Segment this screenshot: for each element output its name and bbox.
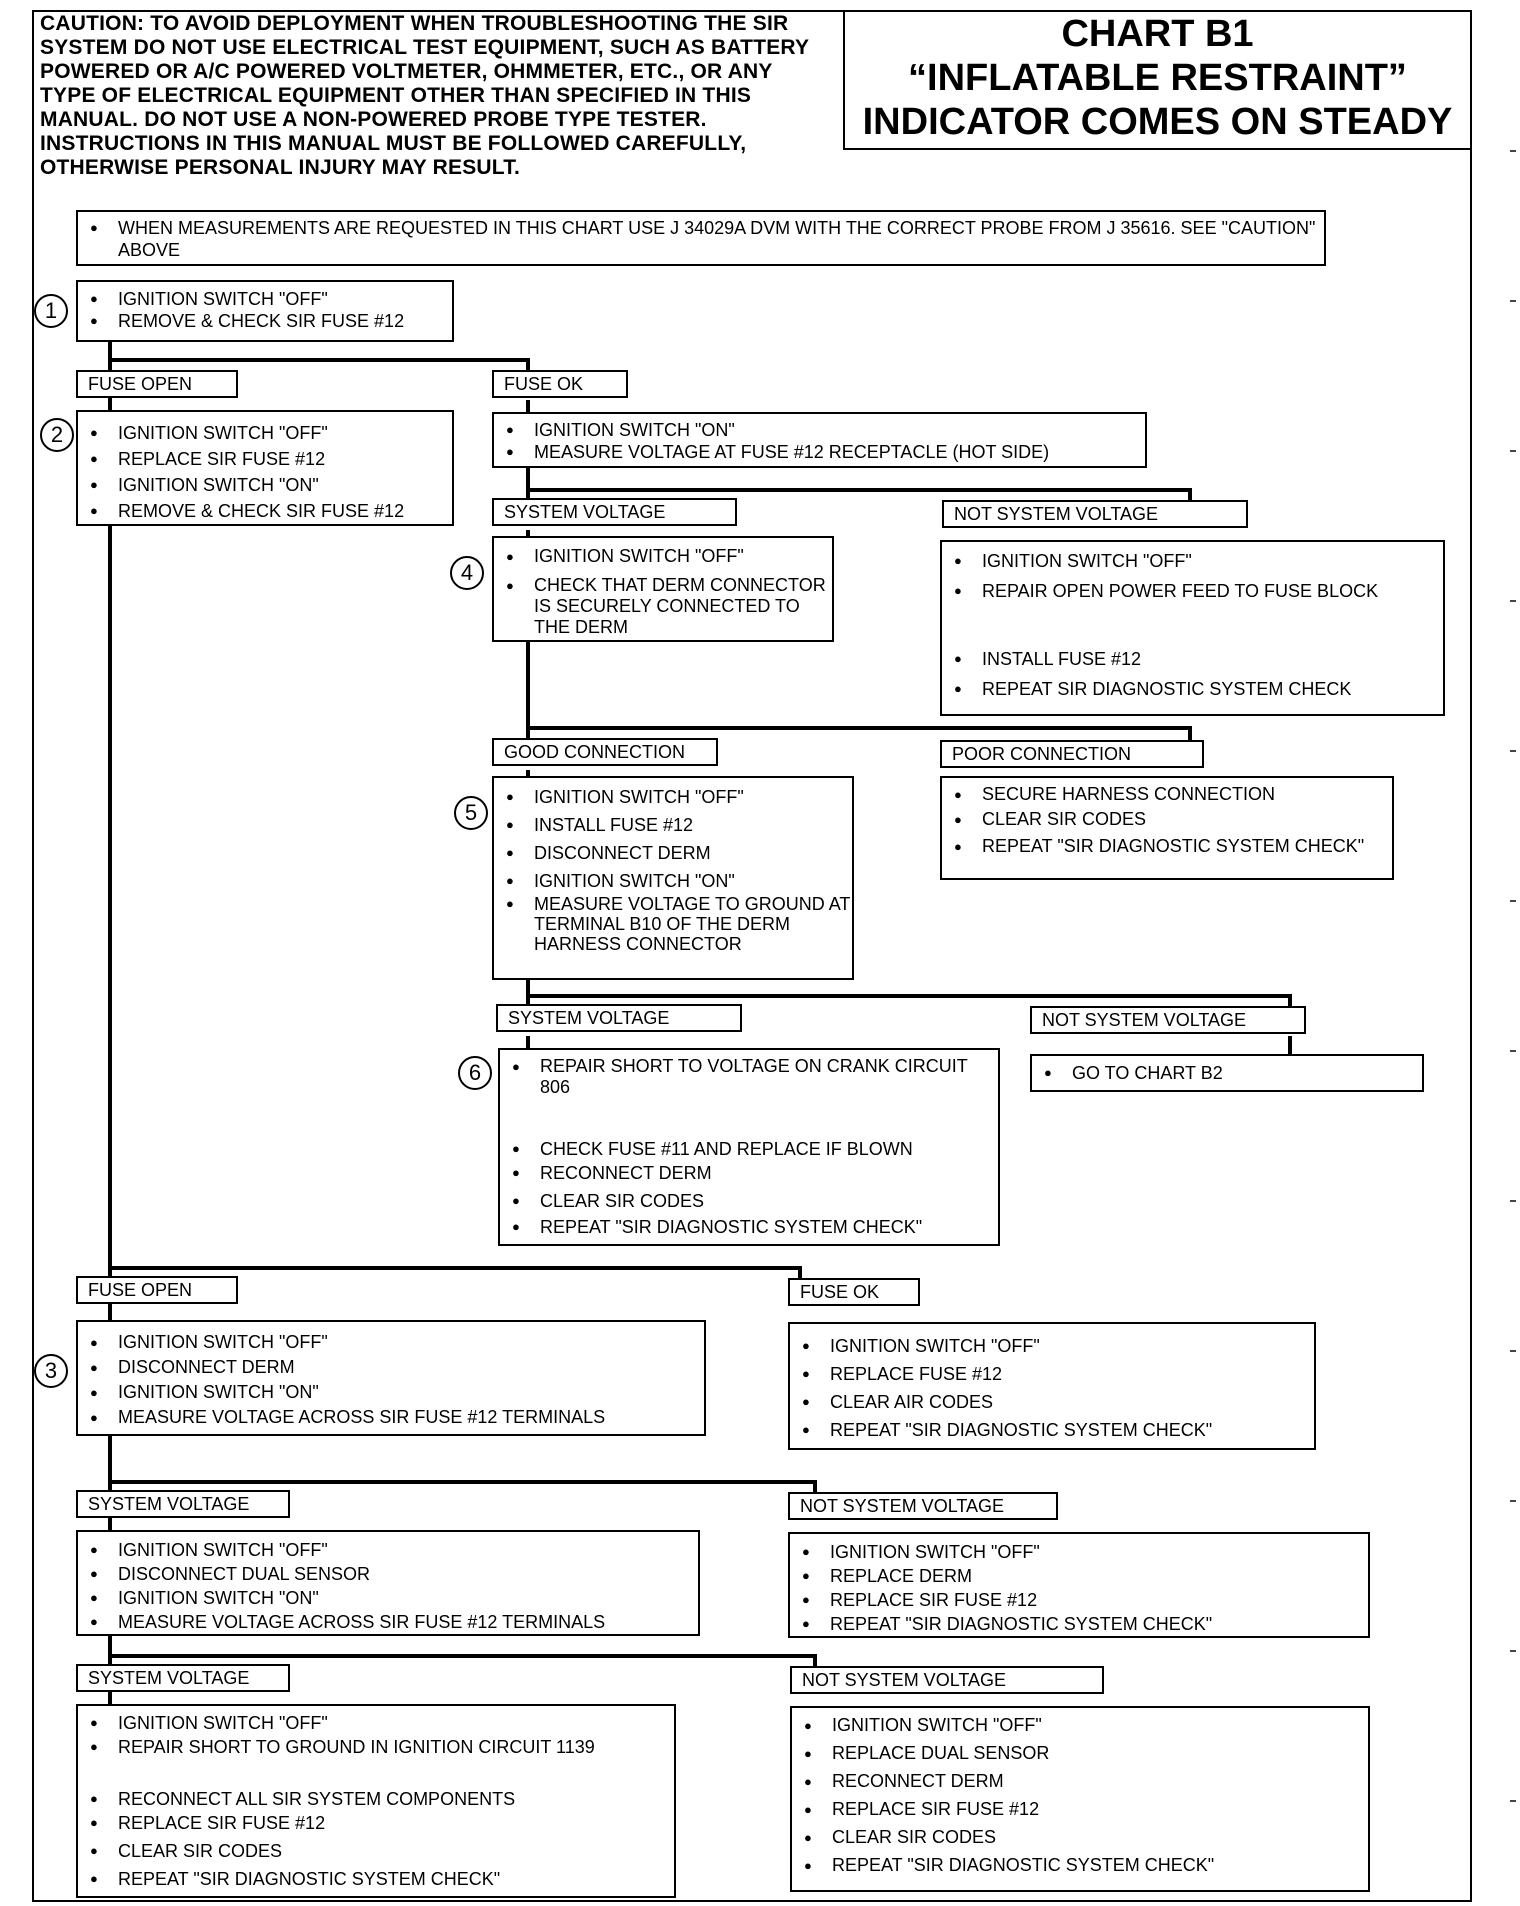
list-item: ● REPEAT "SIR DIAGNOSTIC SYSTEM CHECK" [790, 1416, 1314, 1444]
list-item: ● CLEAR AIR CODES [790, 1388, 1314, 1416]
not-system-voltage-a-box [940, 540, 1445, 716]
not-system-voltage-label: NOT SYSTEM VOLTAGE [1030, 1006, 1306, 1034]
step-1-box [76, 280, 454, 342]
intro-box [76, 210, 1326, 266]
list-item: ● REPLACE FUSE #12 [790, 1360, 1314, 1388]
list-item: ● INSTALL FUSE #12 [942, 648, 1443, 670]
list-item: ● IGNITION SWITCH "OFF" [494, 546, 832, 567]
list-item: ● IGNITION SWITCH "ON" [78, 1380, 704, 1405]
list-item: ● IGNITION SWITCH "OFF" [78, 1712, 674, 1734]
chart-title-box [843, 10, 1472, 150]
chart-title-line2: “INFLATABLE RESTRAINT” [908, 57, 1407, 99]
list-item: ● REPEAT SIR DIAGNOSTIC SYSTEM CHECK [942, 678, 1443, 700]
fuse-open-label: FUSE OPEN [76, 370, 238, 398]
fuse-ok-2-box [788, 1322, 1316, 1450]
list-item: ● REPLACE SIR FUSE #12 [792, 1798, 1368, 1821]
system-voltage-label: SYSTEM VOLTAGE [492, 498, 737, 526]
list-item: ● RECONNECT ALL SIR SYSTEM COMPONENTS [78, 1788, 674, 1810]
list-item: ● IGNITION SWITCH "ON" [494, 870, 852, 892]
chart-title-line1: CHART B1 [1061, 13, 1254, 55]
list-item: ● IGNITION SWITCH "OFF" [494, 786, 852, 808]
list-item: ● IGNITION SWITCH "OFF" [792, 1714, 1368, 1737]
list-item: ● IGNITION SWITCH "ON" [78, 472, 452, 498]
list-item: ● REPAIR SHORT TO GROUND IN IGNITION CIRCUIT 1139 [78, 1736, 674, 1758]
list-item: ● IGNITION SWITCH "OFF" [78, 1330, 704, 1355]
list-item: ● IGNITION SWITCH "OFF" [78, 288, 452, 310]
list-item: ● IGNITION SWITCH "OFF" [78, 1538, 698, 1562]
list-item: ● MEASURE VOLTAGE ACROSS SIR FUSE #12 TERMINALS [78, 1610, 698, 1634]
not-system-voltage-label: NOT SYSTEM VOLTAGE [788, 1492, 1058, 1520]
list-item: ● IGNITION SWITCH "OFF" [942, 550, 1443, 572]
not-system-voltage-label: NOT SYSTEM VOLTAGE [942, 500, 1248, 528]
list-item: ● REPEAT "SIR DIAGNOSTIC SYSTEM CHECK" [790, 1612, 1368, 1636]
list-item: ● DISCONNECT DERM [494, 842, 852, 864]
list-item: ● REMOVE & CHECK SIR FUSE #12 [78, 498, 452, 524]
list-item: ● REPEAT "SIR DIAGNOSTIC SYSTEM CHECK" [792, 1854, 1368, 1877]
fuse-ok-label: FUSE OK [492, 370, 628, 398]
list-item: ● CHECK FUSE #11 AND REPLACE IF BLOWN [500, 1138, 998, 1160]
system-voltage-d-box [76, 1704, 676, 1898]
list-item: ● REPEAT "SIR DIAGNOSTIC SYSTEM CHECK" [500, 1216, 998, 1238]
system-voltage-label: SYSTEM VOLTAGE [76, 1664, 290, 1692]
not-system-voltage-b-box [1030, 1054, 1424, 1092]
list-item: ● REPEAT "SIR DIAGNOSTIC SYSTEM CHECK" [942, 836, 1392, 857]
system-voltage-b-box [498, 1048, 1000, 1246]
list-item: ● REPAIR OPEN POWER FEED TO FUSE BLOCK [942, 580, 1443, 602]
step-1-marker: 1 [34, 294, 68, 328]
list-item: ● DISCONNECT DERM [78, 1355, 704, 1380]
intro-item: ● WHEN MEASUREMENTS ARE REQUESTED IN THIS CHART USE J 34029A DVM WITH THE CORRECT PROBE FROM J 35616. SEE "CAUTION" ABOVE [78, 217, 1324, 261]
list-item: ● REPLACE SIR FUSE #12 [78, 446, 452, 472]
step-5-marker: 5 [454, 796, 488, 830]
list-item: ● MEASURE VOLTAGE ACROSS SIR FUSE #12 TERMINALS [78, 1405, 704, 1430]
list-item: ● IGNITION SWITCH "ON" [494, 419, 1145, 441]
list-item: ● REPLACE DUAL SENSOR [792, 1742, 1368, 1765]
list-item: ● REPLACE SIR FUSE #12 [790, 1588, 1368, 1612]
list-item: ● CLEAR SIR CODES [792, 1826, 1368, 1849]
list-item: ● IGNITION SWITCH "OFF" [790, 1540, 1368, 1564]
list-item: ● REPLACE DERM [790, 1564, 1368, 1588]
list-item: ● GO TO CHART B2 [1032, 1062, 1422, 1084]
list-item: ● CLEAR SIR CODES [942, 809, 1392, 830]
not-system-voltage-label: NOT SYSTEM VOLTAGE [790, 1666, 1104, 1694]
good-connection-box [492, 776, 854, 980]
system-voltage-c-box [76, 1530, 700, 1636]
list-item: ● REMOVE & CHECK SIR FUSE #12 [78, 310, 452, 332]
step-6-marker: 6 [458, 1056, 492, 1090]
poor-connection-box [940, 776, 1394, 880]
not-system-voltage-d-box [790, 1706, 1370, 1892]
step-3-marker: 3 [34, 1354, 68, 1388]
good-connection-label: GOOD CONNECTION [492, 738, 718, 766]
not-system-voltage-c-box [788, 1532, 1370, 1638]
list-item: ● REPLACE SIR FUSE #12 [78, 1812, 674, 1834]
caution-text: CAUTION: TO AVOID DEPLOYMENT WHEN TROUBLESHOOTING THE SIR SYSTEM DO NOT USE ELECTRICAL TEST EQUIPMENT, SUCH AS BATTERY POWERED OR A/C POWERED VOLTMETER, OHMMETER, ETC., OR ANY TYPE OF ELECTRICAL EQUIPMENT OTHER THAN SPECIFIED IN THIS MANUAL. DO NOT USE A NON-POWERED PROBE TYPE TESTER. INSTRUCTIONS IN THIS MANUAL MUST BE FOLLOWED CAREFULLY, OTHERWISE PERSONAL INJURY MAY RESULT. [40, 12, 809, 179]
system-voltage-label: SYSTEM VOLTAGE [76, 1490, 290, 1518]
list-item: ● IGNITION SWITCH "OFF" [78, 420, 452, 446]
list-item: ● MEASURE VOLTAGE AT FUSE #12 RECEPTACLE (HOT SIDE) [494, 441, 1145, 463]
fuse-open-label: FUSE OPEN [76, 1276, 238, 1304]
list-item: ● RECONNECT DERM [500, 1162, 998, 1184]
list-item: ● CLEAR SIR CODES [78, 1840, 674, 1862]
fuse-ok-1-box [492, 412, 1147, 468]
list-item: ● INSTALL FUSE #12 [494, 814, 852, 836]
list-item: ● CHECK THAT DERM CONNECTOR IS SECURELY CONNECTED TO THE DERM [494, 575, 832, 638]
list-item: ● REPAIR SHORT TO VOLTAGE ON CRANK CIRCUIT 806 [500, 1056, 998, 1098]
list-item: ● REPEAT "SIR DIAGNOSTIC SYSTEM CHECK" [78, 1868, 674, 1890]
fuse-ok-label: FUSE OK [788, 1278, 920, 1306]
fuse-open-2-box [76, 1320, 706, 1436]
chart-title-line3: INDICATOR COMES ON STEADY [862, 101, 1453, 143]
list-item: ● IGNITION SWITCH "ON" [78, 1586, 698, 1610]
step-2-marker: 2 [40, 418, 74, 452]
fuse-open-1-box [76, 410, 454, 526]
system-voltage-label: SYSTEM VOLTAGE [496, 1004, 742, 1032]
step-4-marker: 4 [450, 556, 484, 590]
list-item: ● CLEAR SIR CODES [500, 1190, 998, 1212]
list-item: ● DISCONNECT DUAL SENSOR [78, 1562, 698, 1586]
list-item: ● SECURE HARNESS CONNECTION [942, 784, 1392, 805]
list-item: ● RECONNECT DERM [792, 1770, 1368, 1793]
list-item: ● MEASURE VOLTAGE TO GROUND AT TERMINAL B10 OF THE DERM HARNESS CONNECTOR [494, 894, 852, 954]
list-item: ● IGNITION SWITCH "OFF" [790, 1332, 1314, 1360]
poor-connection-label: POOR CONNECTION [940, 740, 1204, 768]
system-voltage-a-box [492, 536, 834, 642]
